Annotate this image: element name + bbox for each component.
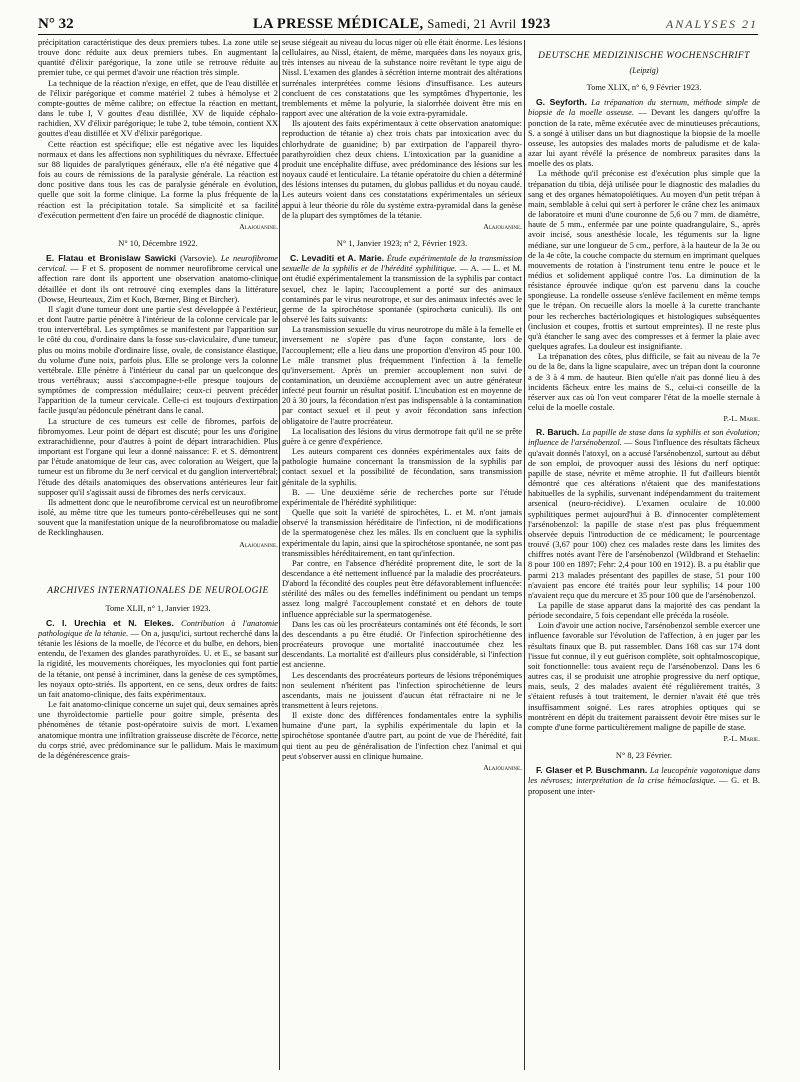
paragraph: La papille de stase apparut dans la majorité des cas pendant la période secondaire, 5 fois cependant elle précéda la roséole. xyxy=(528,600,760,621)
section-label: ANALYSES 21 xyxy=(665,17,758,31)
article-abstract xyxy=(528,765,760,796)
article-title: Étude expérimentale de la transmission sexuelle de la syphilis et de l'hérédité syphilitique. xyxy=(282,254,522,274)
spacer xyxy=(38,553,278,579)
signature: Alajouanine. xyxy=(483,221,522,231)
paragraph: Ils ajoutent des faits expérimentaux à cette observation anatomique: reproduction de tétanie a) chez trois chats par intoxication avec du chlorhydrate de guanidine; b) par extirpation de l'appareil thyro-parathyroïdien chez deux chiens. L'intoxication par la guanidine a produit une encéphalite diffuse, avec prédominance des lésions sur les noyaux caudé et lenticulaire. La tétanie opératoire du chien a déterminé des lésions intenses du putamen, du globus pallidus et du noyau caudé. Les auteurs voient dans ces constatations expérimentales un sérieux appui à leur théorie du rôle du système extra-pyramidal dans la genèse de la plupart des symptômes de la tétanie. xyxy=(282,119,522,220)
journal-heading: DEUTSCHE MEDIZINISCHE WOCHENSCHRIFT xyxy=(538,51,750,61)
paragraph: seuse siégeait au niveau du locus niger où elle était énorme. Les lésions cellulaires, au Nissl, étaient, de même, marquées dans les noyaux gris, très intenses au niveau de la substance noire revêtant le type aigu de Nissl. L'examen des glandes à sécrétion interne montrait des altérations surrénales interprétées comme lésions d'insuffisance. Les auteurs concluent de ces constatations que les symptômes d'hypertonie, les tremblements et même la polyurie, la sialorrhée doivent être mis en rapport avec une altération de la voie extra-pyramidale. xyxy=(282,38,522,119)
paragraph: précipitation caractéristique des deux premiers tubes. La zone utile se trouve donc réduite aux deux premiers tubes. En augmentant la quantité d'élixir parégorique, la zone utile se retrouve réduite au premier tube, ce qui permet d'avoir une réaction très simple. xyxy=(38,38,278,78)
paragraph: La transmission sexuelle du virus neurotrope du mâle à la femelle et inversement ne s'opère pas d'une façon constante, lors de l'accouplement; elle a lieu dans une proportion d'environ 45 pour 100. Le mâle transmet plus fréquemment l'infection à la femelle qu'inversement. Après un premier accouplement non suivi de contamination, un deuxième accouplement avec un autre générateur infecté peut fournir un résultat positif. L'incubation est en moyenne de 20 à 30 jours, la fécondation n'est pas indispensable à la contamination par contact sexuel et il peut y avoir fécondation sans infection obligatoire de l'autre procréateur. xyxy=(282,325,522,426)
signature: Alajouanine. xyxy=(239,539,278,549)
article-text: — G. et B. proposent une inter- xyxy=(528,776,760,796)
paragraph: Les auteurs comparent ces données expérimentales aux faits de pathologie humaine concernant la transmission de la syphilis par contact sexuel et la possibilité de fécondation, sans transmission génitale de la syphilis. xyxy=(282,447,522,487)
signature: Alajouanine. xyxy=(239,221,278,231)
article-author: R. Baruch. xyxy=(536,427,580,438)
column-rule-2 xyxy=(524,40,525,1070)
column-1 xyxy=(38,38,278,1074)
signature: P.-L. Marie. xyxy=(723,414,760,424)
article-author: G. Seyforth. xyxy=(536,97,587,108)
paragraph: B. — Une deuxième série de recherches porte sur l'étude expérimentale de l'hérédité syphilitique: xyxy=(282,487,522,507)
article-title: Contribution à l'anatomie pathologique de la tétanie. xyxy=(38,618,278,638)
article-author: C. Levaditi et A. Marie. xyxy=(290,253,385,264)
page-number: N° 32 xyxy=(38,16,74,32)
article-text: — F et S. proposent de nommer neurofibrome cervical une affection rare dont ils apportent une observation anatomo-clinique détaillée et dont ils ont retrouvé cinq exemples dans la littérature (Dowse, Heurteaux, Zim et Koch, Bœrner, Bing et Bircher). xyxy=(38,264,278,304)
paragraph: La technique de la réaction n'exige, en effet, que de l'eau distillée et de l'élixir parégorique et comme matériel 2 tubes à hémolyse et 2 compte-gouttes de même calibre; on effectue la réaction en mettant, dans le tube I, V gouttes d'eau distillée, XV de liquide céphalo-rachidien, XV d'élixir parégorique; le tube 2, tube témoin, contient XX gouttes d'eau distillée et XV d'élixir parégorique. xyxy=(38,78,278,139)
article-title: La trépanation du sternum, méthode simple de biopsie de la moelle osseuse. xyxy=(528,98,760,118)
issue-heading: Tome XLII, n° 1, Janvier 1923. xyxy=(105,603,211,613)
issue-date: Samedi, 21 Avril xyxy=(427,17,517,31)
issue-heading: N° 10, Décembre 1922. xyxy=(118,238,198,248)
article-author: C. I. Urechia et N. Elekes. xyxy=(46,617,174,628)
article-text: — On a, jusqu'ici, surtout recherché dans la tétanie les lésions de la moelle, de l'écorce et du bulbe, en dehors, bien entendu, de l'examen des glandes parathyroïdes. U. et E., se basant sur la rigidité, les mouvements choréiques, les myoclonies qui font partie de la tétanie, ont pensé à incriminer, dans la genèse de ces symptômes, les noyaux opto-striés. Ils apportent, en ce sens, deux ordres de faits: un fait anatomo-clinique, des faits expérimentaux. xyxy=(38,628,278,699)
journal-heading: ARCHIVES INTERNATIONALES DE NEUROLOGIE xyxy=(47,585,269,596)
article-title: Le neurofibrome cervical. xyxy=(38,254,278,274)
issue-heading: N° 8, 23 Février. xyxy=(615,751,673,761)
article-abstract xyxy=(528,427,760,601)
article-title: La leucopénie vagotonique dans les névroses; interprétation de la crise hémoclasique. xyxy=(528,766,760,786)
issue-heading: Tome XLIX, n° 6, 9 Février 1923. xyxy=(586,83,702,93)
paragraph: La localisation des lésions du virus dermotrope fait qu'il ne se prête guère à ce genre d'expérience. xyxy=(282,426,522,446)
paragraph: Dans les cas où les procréateurs contaminés ont été féconds, le sort des descendants a pu être étudié. Or l'infection spirochétienne des procréateurs provoque une mortalité inaccoutumée chez les descendants. La mortalité est d'ailleurs plus considérable, si l'infection est ancienne. xyxy=(282,619,522,670)
column-rule-1 xyxy=(279,40,280,1070)
issue-year: 1923 xyxy=(520,16,551,32)
spacer xyxy=(528,38,760,44)
article-abstract xyxy=(38,618,278,700)
paragraph: Il existe donc des différences fondamentales entre la syphilis humaine d'une part, la syphilis expérimentale du lapin et la spirochétose spontanée d'autre part, au point de vue de l'hérédité, fait qui tient au peu de généralisation de l'infection chez l'animal et qui peut s'observer aussi en clinique humaine. xyxy=(282,711,522,761)
paragraph: Loin d'avoir une action nocive, l'arsénobenzol semble exercer une influence favorable sur l'évolution de l'affection, à en juger par les résultats finaux que B. put rassembler. Dans 168 cas sur 174 dont l'issue fut connue, il y eut guérison complète, soit ophtalmoscopique, soit fonctionnelle: tous avaient reçu de l'arsénobenzol. Dans les 6 autres cas, il se produisit une atrophie progressive du nerf optique, mais, seuls, 2 des malades avaient été régulièrement traités, 3 s'étaient refusés à tout traitement, le dernier n'avait été que très insuffisamment soigné. Les rares atrophies optiques qui se montrèrent en dépit du traitement paraissent devoir être mises sur le compte d'une forme particulièrement maligne de papille de stase. xyxy=(528,621,760,732)
article-abstract xyxy=(282,253,522,325)
paragraph: La trépanation des côtes, plus difficile, se fait au niveau de la 7e ou de la 8e, dans la ligne scapulaire, avec un trépan dont la couronne a de 3 à 4 mm. de hauteur. Bien qu'elle n'ait pas donné lieu à des incidents fâcheux entre les mains de S., celui-ci conseille de la réserver aux cas où l'on veut comparer l'état de la moelle sternale à celui de la moelle costale. xyxy=(528,352,760,412)
paragraph: Quelle que soit la variété de spirochètes, L. et M. n'ont jamais observé la transmission héréditaire de l'infection, ni de modifications de la spermatogenèse chez les mâles. Ils en concluent que la syphilis expérimentale du lapin, ainsi que la spirochétose spontanée, ne sont pas transmissibles héréditairement, en tant qu'infection. xyxy=(282,508,522,558)
signature: P.-L. Marie. xyxy=(723,734,760,743)
column-2 xyxy=(282,38,522,1074)
author-place: (Varsovie). xyxy=(180,254,217,264)
article-abstract xyxy=(38,253,278,305)
column-3 xyxy=(528,38,760,1074)
paragraph: Cette réaction est spécifique; elle est négative avec les liquides normaux et dans les affections non syphilitiques du névraxe. Effectuée sur 88 liquides de paralytiques généraux, elle n'a été négative que 4 fois au cours de rémissions de la paralysie générale. La réaction est donc positive dans tous les cas de paralysie générale en évolution, quelle que soit la forme clinique. La forme la plus fréquente de la réaction est la précipitation totale. Sa simplicité et sa facilité d'exécution permettent d'en faire un procédé de diagnostic clinique. xyxy=(38,139,278,220)
journal-name: LA PRESSE MÉDICALE, xyxy=(253,16,424,32)
signature: Alajouanine. xyxy=(483,762,522,772)
journal-city: (Leipzig) xyxy=(629,66,659,75)
page-header xyxy=(38,14,758,35)
issue-heading: N° 1, Janvier 1923; n° 2, Février 1923. xyxy=(336,238,468,248)
paragraph: La méthode qu'il préconise est d'exécution plus simple que la trépanation du tibia, déjà utilisée pour le diagnostic des maladies du sang et des organes hématopoïétiques. Au moyen d'un petit trépan à main, semblable à celui qui sert à perforer le crâne chez les animaux de laboratoire et muni d'une couronne de 5,6 ou 7 mm. de diamètre, haute de 5 mm., enfermée par une pointe quadrangulaire, S., après avoir incisé, sous anesthésie locale, les téguments sur la ligne médiane, sur une longueur de 5 cm., perfore, à la hauteur de la 3e ou de la 4e côte, la couche compacte du sternum en imprimant quelques mouvements de rotation à l'instrument tenu entre le pouce et le médius et solidement appliqué contre l'os. La diminution de la résistance éprouvée indique qu'on est parvenu dans la couche spongieuse. La rondelle osseuse s'enlève facilement en même temps que le trépan. On recueille alors la moelle à la curette tranchante pour les recherches bactériologiques et histologiques subséquentes (inclusion et coupes, frottis et surtout empreintes). Il ne reste plus qu'à étancher le sang avec des compresses et à fermer la plaie avec quelques agrafes. La douleur est insignifiante. xyxy=(528,169,760,352)
paragraph: Le fait anatomo-clinique concerne un sujet qui, deux semaines après une thyroïdectomie partielle pour goitre simple, présenta des phénomènes de tétanie post-opératoire suivis de mort. L'examen anatomique montra une infiltration graisseuse discrète de l'écorce, nette du corps strié, avec prédominance sur le pallidum. Mais le maximum de la dégénérescence grais- xyxy=(38,700,278,760)
paragraph: Il s'agit d'une tumeur dont une partie s'est développée à l'extérieur, et dont l'autre partie pénètre à l'intérieur de la colonne cervicale par le trou intervertébral. Les symptômes se manifestent par l'apparition sur le côté du cou, d'ordinaire dans la fosse sus-claviculaire, d'une tumeur, plus ou moins mobile d'ordinaire lisse, ovale, de consistance élastique, du volume d'une noix, parfois plus. Elle se prolonge vers la colonne vertébrale. Elle pénètre à l'intérieur du canal par un quelconque des trous vertébraux; aussi s'accompagne-t-elle presque toujours de symptômes de compression médullaire; ceux-ci peuvent précéder l'apparition de la tumeur cervicale. Celle-ci est toujours d'extirpation facile jusqu'au pédoncule pénétrant dans le canal. xyxy=(38,304,278,416)
paragraph: La structure de ces tumeurs est celle de fibromes, parfois de fibromyomes. Leur point de départ est discuté; pour les uns d'origine extrarachidienne, pour d'autres à point de départ intrarachidien. Plus important est l'organe qui leur a donné naissance: F. et S. démontrent par l'étude anatomique de leur cas, avec coloration au Weigert, que la tumeur est un fibrome du 3e nerf cervical et du ganglion intervertébral; l'étude des détails anatomiques des observations antérieures leur fait supposer qu'il s'agissait aussi de fibromes des nerfs cervicaux. xyxy=(38,416,278,497)
article-abstract xyxy=(528,97,760,169)
article-author: F. Glaser et P. Buschmann. xyxy=(536,765,648,776)
journal-title xyxy=(253,16,551,33)
article-author: E. Flatau et Bronislaw Sawicki xyxy=(46,253,177,264)
paragraph: Ils admettent donc que le neurofibrome cervical est un neurofibrome isolé, au même titre que les tumeurs ponto-cérébelleuses qui ne sont souvent que la manifestation unique de la neurofibromatose ou maladie de Recklinghausen. xyxy=(38,497,278,538)
article-text: — Devant les dangers qu'offre la ponction de la rate, même exécutée avec de minutieuses précautions, S. a songé à utiliser dans un but diagnostique la biopsie de la moelle osseuse, les autopsies des malades morts de paludisme et de kala-azar lui ayant révélé la présence de nombreux parasites dans la moelle des os plats. xyxy=(528,108,760,169)
article-text: — Sous l'influence des résultats fâcheux qu'avait donnés l'atoxyl, on a accusé l'arsénobenzol, surtout au début de son emploi, de provoquer aussi des lésions du nerf optique: papille de stase, névrite et même atrophie. Il fut d'ailleurs bientôt démontré que ces altérations n'étaient que des manifestations habituelles de la syphilis, survenant indépendamment du traitement arsenical (neuro-récidive). L'examen oculaire de 10.000 syphilitiques permet aujourd'hui à B. d'innocenter complètement l'arsénobenzol: la papille de stase n'est pas plus fréquemment observée depuis l'introduction de ce médicament; le pourcentage trouvé (3,67 pour 100) chez ces malades reste dans les limites des chiffres notés avant l'ère de l'arsénobenzol (Wildbrand et Stehaelin: 8 pour 100 en 1897; Fehr: 2,4 pour 100 en 1912). B. a pu établir que parmi 213 malades présentant des papilles de stase, 51 pour 100 n'avaient pas encore été traités pour leur syphilis; 14 pour 100 n'avaient reçu que du mercure et 35 pour 100 que de l'arsénobenzol. xyxy=(528,438,760,600)
article-title: La papille de stase dans la syphilis et son évolution; influence de l'arsénobenzol. xyxy=(528,428,760,448)
paragraph: Par contre, en l'absence d'hérédité proprement dite, le sort de la descendance a été nettement influencé par la maladie des procréateurs. D'abord la fécondité des couples peut être défavorablement influencée: stérilité des mâles ou des femelles indéfiniment ou pendant un temps assez long malgré l'accouplement constaté et en dehors de toute influence appréciable sur la spermatogenèse. xyxy=(282,558,522,619)
paragraph: Les descendants des procréateurs porteurs de lésions tréponémiques non seulement n'héritent pas l'infection spirochétienne de leurs ascendants, mais ne jouissent d'aucun état réfractaire ni ne le transmettent à leurs rejetons. xyxy=(282,670,522,710)
article-text: — A. — L. et M. ont étudié expérimentalement la transmission de la syphilis par contact sexuel, chez le lapin; l'accouplement a porté sur des animaux contaminés par le virus neurotrope, et sur des animaux infectés avec le germe de la spirochétose spontanée (spirochœta cuniculi). Ils ont observé les faits suivants: xyxy=(282,264,522,325)
